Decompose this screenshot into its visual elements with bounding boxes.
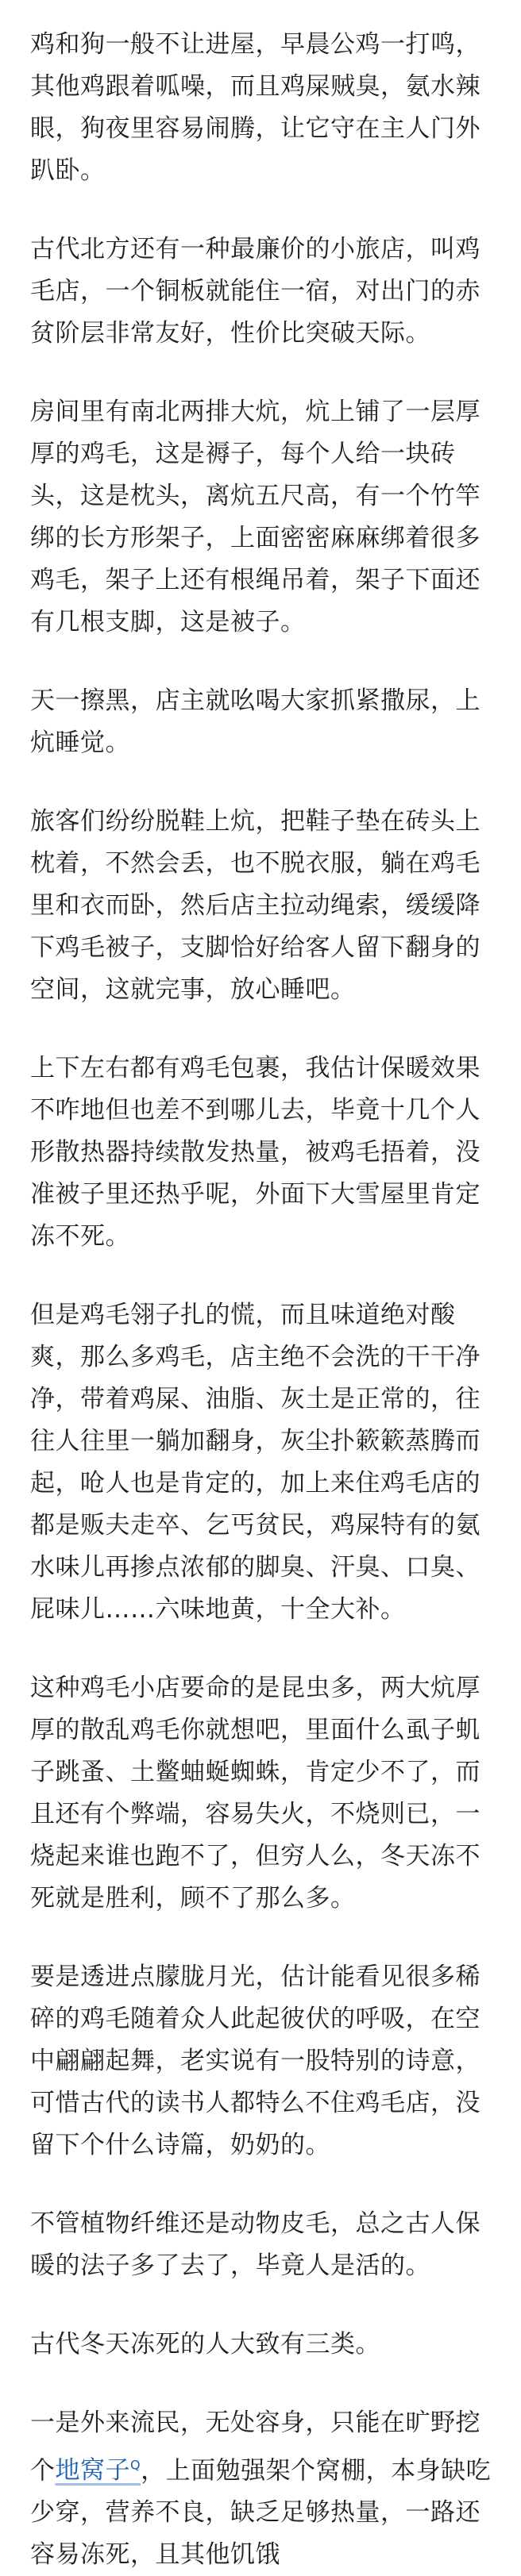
paragraph-7: 但是鸡毛翎子扎的慌，而且味道绝对酸爽，那么多鸡毛，店主绝不会洗的干干净净，带着鸡屎、油脂、灰土是正常的，往往人往里一躺加翻身，灰尘扑簌簌蒸腾而起，呛人也是肯定的，加上来住鸡毛店的都是贩夫走卒、乞丐贫民，鸡屎特有的氨水味儿再掺点浓郁的脚臭、汗臭、口臭、屁味儿……六味地黄，十全大补。 [30, 1301, 480, 1624]
paragraph-4: 天一擦黑，店主就吆喝大家抓紧撒尿，上炕睡觉。 [30, 686, 480, 757]
paragraph-5: 旅客们纷纷脱鞋上炕，把鞋子垫在砖头上枕着，不然会丢，也不脱衣服，躺在鸡毛里和衣而卧，然后店主拉动绳索，缓缓降下鸡毛被子，支脚恰好给客人留下翻身的空间，这就完事，放心睡吧。 [30, 807, 480, 1004]
paragraph-3: 房间里有南北两排大炕，炕上铺了一层厚厚的鸡毛，这是褥子，每个人给一块砖头，这是枕头，离炕五尺高，有一个竹竿绑的长方形架子，上面密密麻麻绑着很多鸡毛，架子上还有根绳吊着，架子下面还有几根支脚，这是被子。 [30, 398, 480, 636]
search-link-text: 地窝子 [55, 2456, 130, 2486]
paragraph-9: 要是透进点朦胧月光，估计能看见很多稀碎的鸡毛随着众人此起彼伏的呼吸，在空中翩翩起舞，老实说有一股特别的诗意，可惜古代的读书人都特么不住鸡毛店，没留下个什么诗篇，奶奶的。 [30, 1963, 480, 2159]
paragraph-10: 不管植物纤维还是动物皮毛，总之古人保暖的法子多了去了，毕竟人是活的。 [30, 2209, 480, 2280]
paragraph-1: 鸡和狗一般不让进屋，早晨公鸡一打鸣，其他鸡跟着呱噪，而且鸡屎贼臭，氨水辣眼，狗夜里容易闹腾，让它守在主人门外趴卧。 [30, 30, 480, 185]
paragraph-8: 这种鸡毛小店要命的是昆虫多，两大炕厚厚的散乱鸡毛你就想吧，里面什么虱子虮子跳蚤、土鳖蚰蜒蜘蛛，肯定少不了，而且还有个弊端，容易失火，不烧则已，一烧起来谁也跑不了，但穷人么，冬天冻不死就是胜利，顾不了那么多。 [30, 1674, 480, 1913]
search-link-diwozi[interactable] [56, 2456, 141, 2485]
paragraph-11: 古代冬天冻死的人大致有三类。 [30, 2330, 380, 2359]
paragraph-2: 古代北方还有一种最廉价的小旅店，叫鸡毛店，一个铜板就能住一宿，对出门的赤贫阶层非常友好，性价比突破天际。 [30, 235, 480, 348]
paragraph-12-text-before: 一是外来流民，无处容身，只能在旷野挖个 [30, 2409, 480, 2486]
paragraph-6: 上下左右都有鸡毛包裹，我估计保暖效果不咋地但也差不到哪儿去，毕竟十几个人形散热器持续散发热量，被鸡毛捂着，没准被子里还热乎呢，外面下大雪屋里肯定冻不死。 [30, 1054, 480, 1251]
paragraph-12 [30, 2402, 497, 2576]
paragraph-12-text-after: ，上面勉强架个窝棚，本身缺吃少穿，营养不良，缺乏足够热量，一路还容易冻死，且其他饥饿 [30, 2456, 492, 2570]
search-link-mark: Q [130, 2458, 141, 2473]
